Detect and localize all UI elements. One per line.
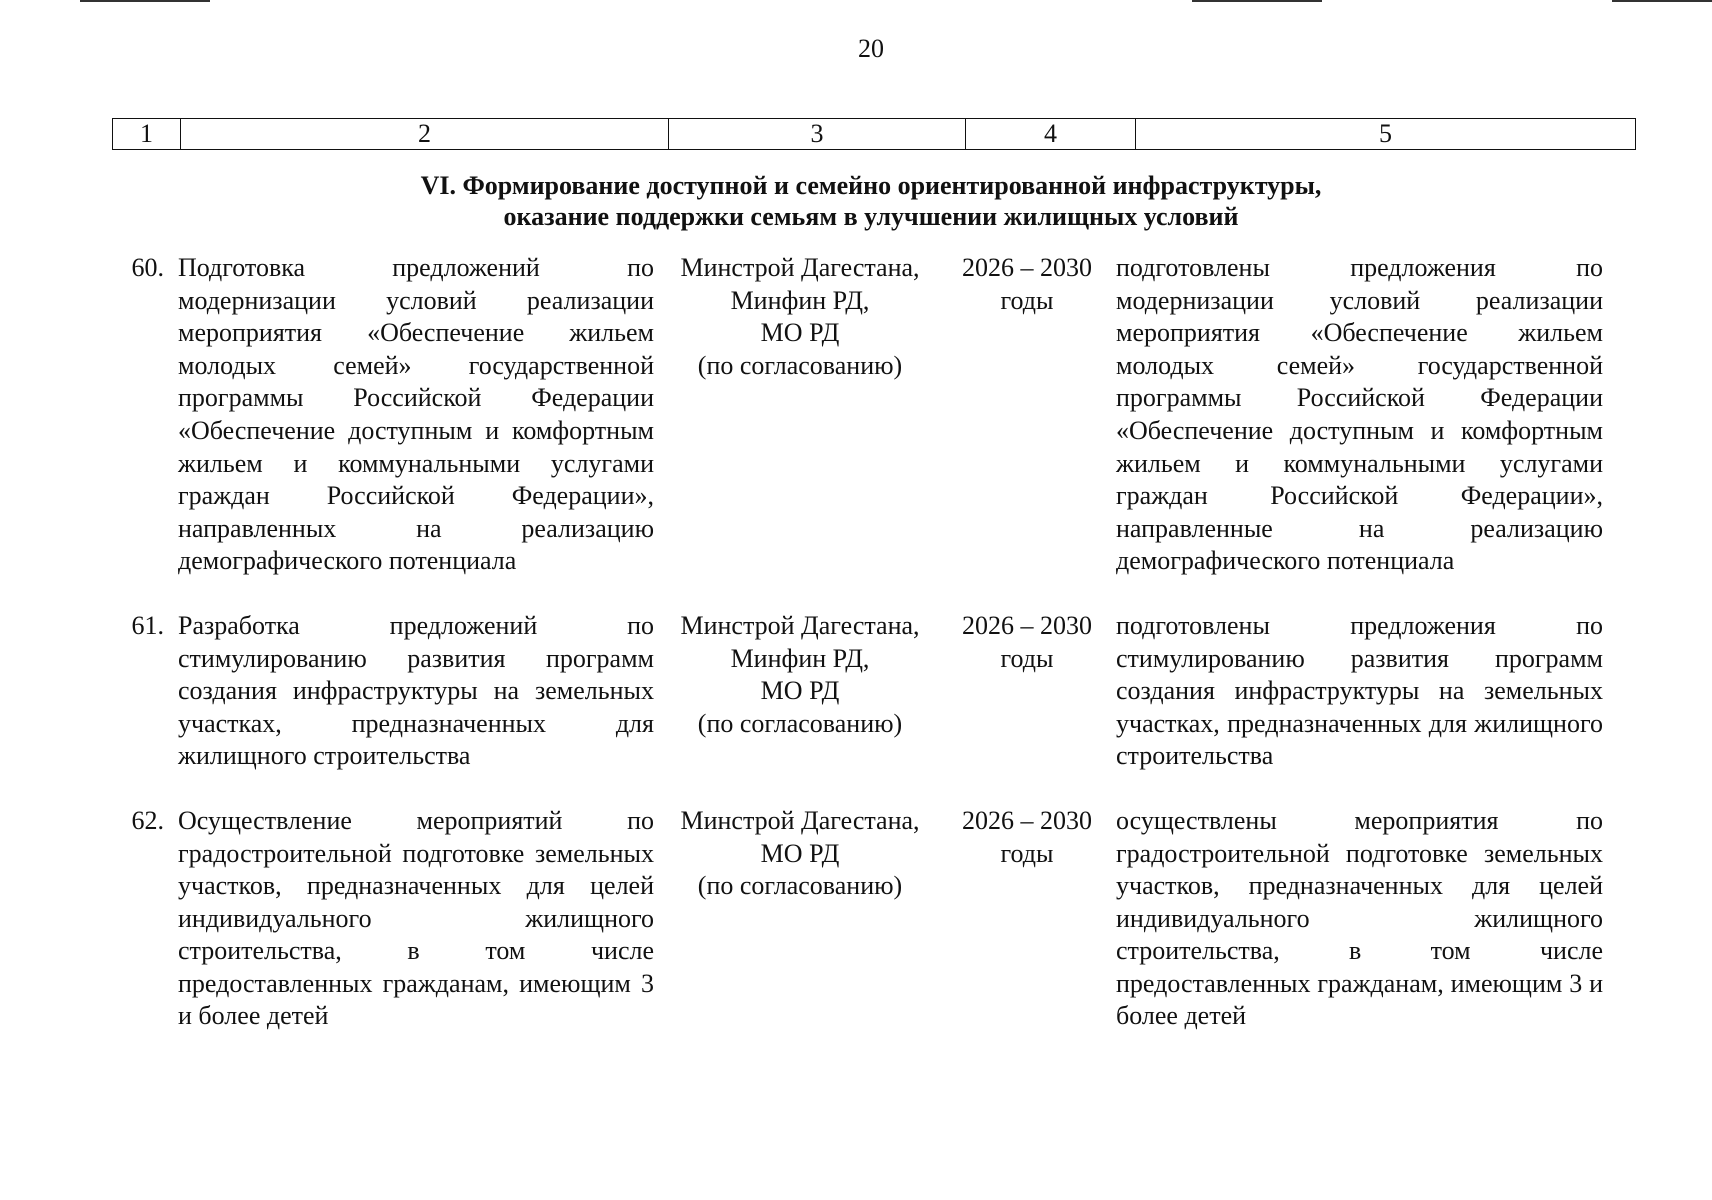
- section-title-line-1: VI. Формирование доступной и семейно ориентированной инфраструктуры,: [420, 171, 1322, 200]
- table-row: [112, 610, 1635, 773]
- activity-text: Разработка предложений по стимулированию развития программ создания инфраструктуры на земельных участках, предназначенных для жилищного строительства: [178, 610, 654, 771]
- period-years: 2026 – 2030: [962, 253, 1092, 282]
- section-title: [0, 170, 1712, 232]
- period-cell: [942, 610, 1112, 773]
- header-col-4: 4: [966, 119, 1136, 150]
- executor-line: (по согласованию): [697, 350, 903, 380]
- period-unit: годы: [1000, 285, 1054, 315]
- executor-line: МО РД: [760, 318, 840, 348]
- executor-line: МО РД: [760, 676, 840, 706]
- section-title-line-2: оказание поддержки семьям в улучшении жилищных условий: [503, 202, 1239, 231]
- period-cell: [942, 805, 1112, 1033]
- period-unit: годы: [1000, 838, 1054, 868]
- scan-edge-line-far-right: [1612, 0, 1712, 2]
- header-col-5: 5: [1136, 119, 1636, 150]
- period-unit: годы: [1000, 643, 1054, 673]
- scan-edge-line-left: [80, 0, 210, 2]
- period-years: 2026 – 2030: [962, 805, 1092, 835]
- executor-line: Минстрой Дагестана,: [680, 610, 920, 640]
- executor-line: Минфин РД,: [730, 643, 870, 673]
- measures-list: [112, 252, 1635, 1033]
- table-row: [112, 252, 1635, 578]
- column-number-header: [112, 118, 1636, 150]
- page-number: 20: [858, 34, 884, 63]
- header-col-2: 2: [181, 119, 669, 150]
- executors-cell: [658, 805, 942, 1033]
- table-row: [112, 805, 1635, 1033]
- executors-cell: [658, 252, 942, 578]
- row-number: 62.: [131, 805, 164, 835]
- executor-line: Минстрой Дагестана,: [680, 805, 920, 835]
- executors-cell: [658, 610, 942, 773]
- header-col-3: 3: [669, 119, 966, 150]
- activity-text: Подготовка предложений по модернизации условий реализации мероприятия «Обеспечение жильем молодых семей» государственной программы Российской Федерации «Обеспечение доступным и комфортным жильем и коммунальными услугами граждан Российской Федерации», направленных на реализацию демографического потенциала: [178, 253, 654, 576]
- executor-line: (по согласованию): [697, 708, 903, 738]
- executor-line: Минфин РД,: [730, 285, 870, 315]
- activity-text: Осуществление мероприятий по градостроительной подготовке земельных участков, предназначенных для целей индивидуального жилищного строительства, в том числе предоставленных гражданам, имеющим 3 и более детей: [178, 805, 654, 1031]
- header-row: [113, 119, 1636, 150]
- header-col-1: 1: [113, 119, 181, 150]
- result-text: подготовлены предложения по модернизации условий реализации мероприятия «Обеспечение жильем молодых семей» государственной программы Российской Федерации «Обеспечение доступным и комфортным жильем и коммунальными услугами граждан Российской Федерации», направленные на реализацию демографического потенциала: [1116, 253, 1603, 576]
- executor-line: МО РД: [760, 838, 840, 868]
- row-number: 60.: [131, 253, 164, 282]
- period-years: 2026 – 2030: [962, 610, 1092, 640]
- row-number: 61.: [131, 610, 164, 640]
- result-text: осуществлены мероприятия по градостроительной подготовке земельных участков, предназначенных для целей индивидуального жилищного строительства, в том числе предоставленных гражданам, имеющим 3 и более детей: [1116, 805, 1603, 1031]
- period-cell: [942, 252, 1112, 578]
- executor-line: Минстрой Дагестана,: [680, 253, 920, 282]
- result-text: подготовлены предложения по стимулированию развития программ создания инфраструктуры на земельных участках, предназначенных для жилищного строительства: [1116, 610, 1603, 771]
- executor-line: (по согласованию): [697, 871, 903, 901]
- scan-edge-line-right: [1192, 0, 1322, 2]
